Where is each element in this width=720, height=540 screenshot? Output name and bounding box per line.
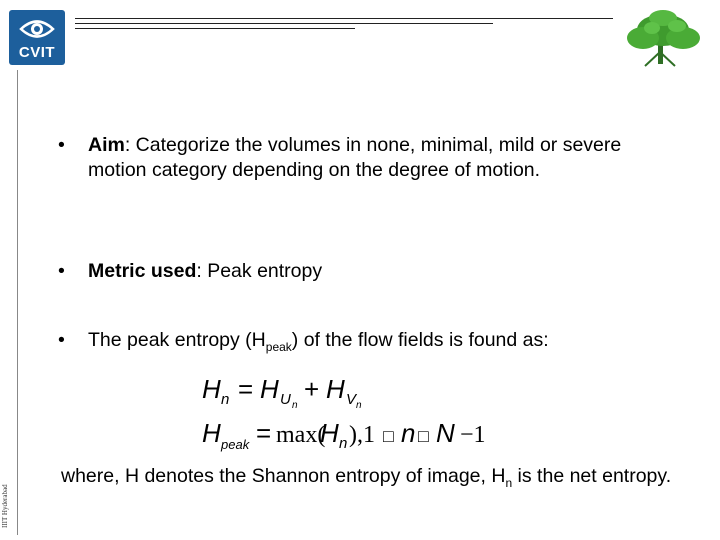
entropy-description [61, 464, 701, 496]
f1-eq: = [238, 374, 254, 404]
f1-lhs: H [202, 374, 221, 404]
f2-func: max( [276, 422, 326, 448]
bullet-aim-body: : Categorize the volumes in none, minimal, mild or severe motion category depending on the degree of motion. [88, 134, 622, 181]
f1-plus: + [304, 374, 320, 404]
f2-close: ),1 [349, 422, 375, 448]
bullet-metric-label: Metric used [88, 260, 197, 282]
eye-icon [19, 16, 55, 42]
logo-text: CVIT [18, 44, 56, 61]
f1-lhs-sub: n [221, 391, 230, 408]
bullet-metric-body: : Peak entropy [196, 260, 323, 282]
para-sub: n [505, 476, 513, 490]
f1-t1-sub: U [280, 391, 291, 408]
bullet-peak-entropy [58, 328, 698, 360]
f2-eq: = [256, 418, 272, 448]
f2-lhs: H [202, 418, 221, 448]
f2-n: n [401, 418, 416, 448]
bullet-dot: • [58, 134, 65, 156]
entropy-formula [198, 368, 528, 458]
f1-t1-subsub: n [292, 400, 298, 411]
header-rule-1 [75, 18, 613, 19]
f2-N: N [436, 418, 455, 448]
bullet-peak-pre: The peak entropy (H [88, 329, 266, 351]
cvit-logo [9, 10, 65, 65]
bullet-aim-text [88, 133, 678, 183]
f2-arg: H [320, 418, 339, 448]
f1-t2-sub: V [346, 391, 357, 408]
f2-lhs-sub: peak [221, 437, 250, 452]
f2-tail: −1 [460, 422, 486, 448]
bullet-metric [58, 259, 658, 284]
f2-arg-sub: n [339, 435, 348, 452]
f2-box2: □ [418, 426, 429, 446]
left-rule [17, 70, 18, 535]
para-pre: where, H denotes the Shannon entropy of image, H [61, 465, 506, 487]
bullet-peak-post: ) of the flow fields is found as: [291, 329, 549, 351]
header-rule-3 [75, 28, 355, 29]
formula-svg [198, 368, 528, 458]
f1-t1: H [260, 374, 279, 404]
f1-t2: H [326, 374, 345, 404]
f2-box1: □ [383, 426, 394, 446]
header-rule-2 [75, 23, 493, 24]
bullet-dot: • [58, 329, 65, 351]
bullet-aim-label: Aim [88, 134, 125, 156]
bullet-peak-text [88, 328, 698, 360]
bullet-aim [58, 133, 678, 183]
side-label: IIIT Hyderabad [1, 484, 9, 528]
bullet-peak-sub: peak [265, 340, 292, 354]
tree-logo-icon [625, 8, 703, 68]
para-post: is the net entropy. [512, 465, 672, 487]
bullet-metric-text [88, 259, 658, 284]
f1-t2-subsub: n [356, 400, 362, 411]
bullet-dot: • [58, 260, 65, 282]
